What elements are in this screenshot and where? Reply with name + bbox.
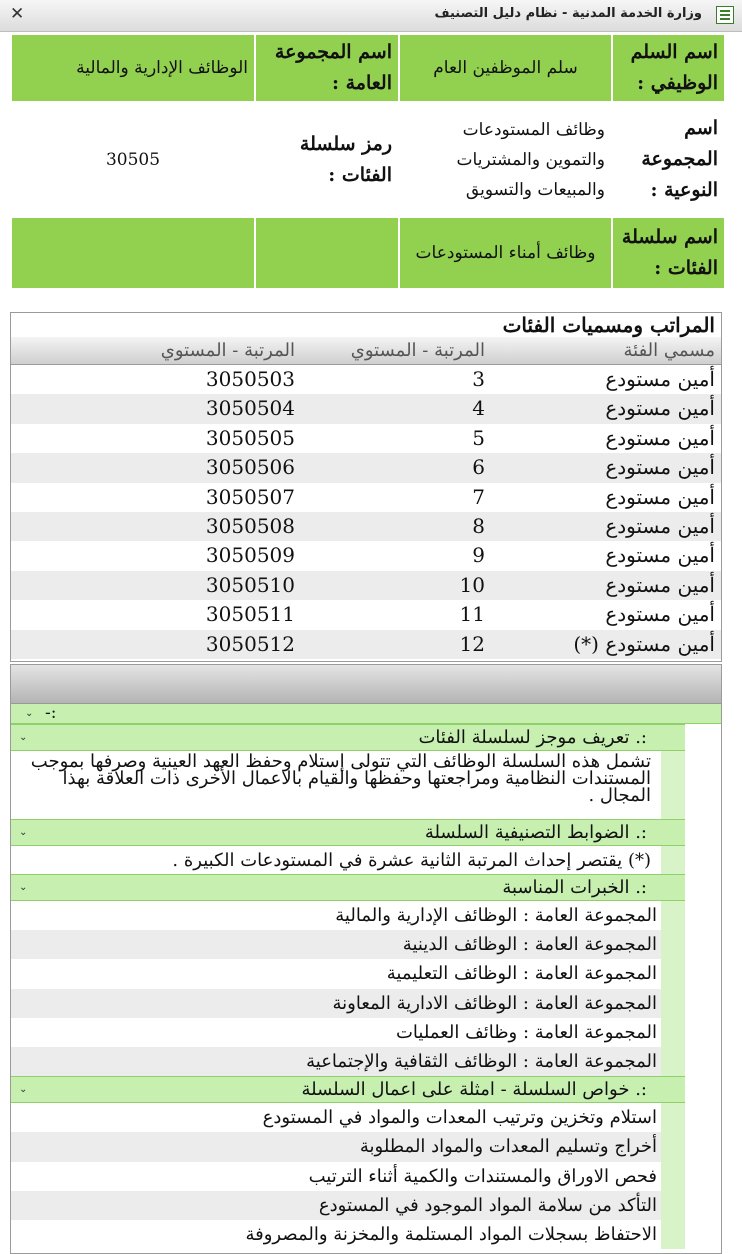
list-item[interactable]	[11, 1103, 685, 1132]
grade-code: 3050506	[205, 455, 295, 480]
gutter	[661, 1047, 685, 1076]
column-header-rank[interactable]: المرتبة - المستوي	[350, 340, 485, 361]
grade-name: أمين مستودع	[605, 484, 715, 509]
gutter	[661, 901, 685, 930]
list-item-text: المجموعة العامة : الوظائف الادارية المعاونة	[11, 989, 661, 1018]
grades-table	[10, 312, 722, 662]
section-experience-header[interactable]	[11, 874, 685, 901]
grade-name: أمين مستودع	[605, 543, 715, 568]
list-item[interactable]	[11, 1162, 685, 1191]
empty-cell	[255, 217, 399, 289]
list-item-text: فحص الاوراق والمستندات والكمية أثناء الترتيب	[308, 1165, 657, 1187]
grade-code: 3050508	[205, 513, 295, 538]
root-group-label: :-	[45, 703, 57, 723]
grade-rank: 8	[472, 513, 485, 538]
classification-header	[10, 33, 726, 290]
list-item[interactable]	[11, 1018, 685, 1047]
grade-rank: 10	[459, 572, 485, 597]
grade-rank: 6	[472, 455, 485, 480]
scale-label: اسم السلم الوظيفي :	[612, 34, 725, 102]
list-item[interactable]	[11, 1220, 685, 1249]
table-row[interactable]	[11, 453, 721, 482]
chevron-down-icon[interactable]: ⌄	[19, 1084, 28, 1096]
document-list-icon	[716, 6, 734, 24]
gutter	[661, 1220, 685, 1249]
gutter	[661, 751, 685, 819]
gutter	[661, 930, 685, 959]
series-code-value: 30505	[11, 102, 255, 217]
type-group-value: وظائف المستودعات والتموين والمشتريات والمبيعات والتسويق	[399, 102, 612, 217]
chevron-down-icon[interactable]: ⌄	[19, 827, 28, 838]
gutter	[661, 989, 685, 1018]
grade-code: 3050503	[205, 367, 295, 391]
series-name-value: وظائف أمناء المستودعات	[399, 217, 612, 289]
list-item-text: المجموعة العامة : الوظائف الثقافية والإجتماعية	[11, 1047, 661, 1076]
table-row[interactable]	[11, 571, 721, 600]
definition-text: تشمل هذه السلسلة الوظائف التي تتولى إستلام وحفظ العهد العينية وصرفها بموجب المستندات النظامية ومراجعتها وحفظها والقيام بالاعمال الأخرى ذات العلاقة بهذا المجال .	[30, 751, 651, 806]
gutter	[661, 1103, 685, 1132]
grade-code: 3050505	[205, 425, 295, 450]
grade-rank: 4	[472, 396, 485, 421]
grade-name: أمين مستودع	[605, 367, 715, 391]
section-title: :. خواص السلسلة - امثلة على اعمال السلسلة	[301, 1079, 647, 1101]
grade-name: أمين مستودع	[605, 572, 715, 597]
list-item-text: التأكد من سلامة المواد الموجود في المستودع	[11, 1191, 661, 1220]
type-group-label: اسم المجموعة النوعية :	[612, 102, 725, 217]
list-item-text: استلام وتخزين وترتيب المعدات والمواد في المستودع	[262, 1107, 657, 1129]
table-row[interactable]	[11, 365, 721, 394]
table-row[interactable]	[11, 512, 721, 541]
section-examples-header[interactable]	[11, 1076, 685, 1103]
grade-code: 3050504	[205, 396, 295, 421]
rules-body	[11, 846, 685, 874]
grade-code: 3050509	[205, 543, 295, 568]
list-item[interactable]	[11, 1132, 685, 1161]
section-title: :. الخبرات المناسبة	[502, 877, 647, 898]
column-header-code[interactable]: المرتبة - المستوي	[160, 340, 295, 361]
grade-name: أمين مستودع	[605, 602, 715, 627]
list-item-text: الاحتفاظ بسجلات المواد المستلمة والمخزنة والمصروفة	[245, 1223, 657, 1245]
series-code-label: رمز سلسلة الفئات :	[255, 102, 399, 217]
close-icon[interactable]: ✕	[10, 4, 25, 24]
gutter	[661, 1162, 685, 1191]
details-panel	[10, 664, 722, 1254]
list-item-text: المجموعة العامة : وظائف العمليات	[395, 1021, 657, 1043]
list-item[interactable]	[11, 1191, 685, 1220]
general-group-label: اسم المجموعة العامة :	[255, 34, 399, 102]
chevron-down-icon[interactable]: ⌄	[19, 882, 28, 893]
grade-rank: 5	[472, 425, 485, 450]
list-item-text: أخراج وتسليم المعدات والمواد المطلوبة	[11, 1132, 661, 1161]
section-title: :. تعريف موجز لسلسلة الفئات	[418, 727, 647, 748]
details-toolbar	[11, 665, 721, 704]
grade-rank: 12	[459, 631, 485, 656]
window-titlebar	[0, 0, 742, 32]
scale-value: سلم الموظفين العام	[399, 34, 612, 102]
grade-name: أمين مستودع (*)	[573, 631, 715, 656]
table-row[interactable]	[11, 483, 721, 512]
gutter	[661, 1018, 685, 1047]
grade-code: 3050507	[205, 484, 295, 509]
section-definition-header[interactable]	[11, 724, 685, 751]
series-name-label: اسم سلسلة الفئات :	[612, 217, 725, 289]
list-item[interactable]	[11, 989, 685, 1018]
list-item[interactable]	[11, 930, 685, 959]
grade-code: 3050510	[205, 572, 295, 597]
examples-list	[11, 1103, 685, 1249]
gutter	[661, 846, 685, 874]
table-row[interactable]	[11, 600, 721, 629]
list-item[interactable]	[11, 959, 685, 988]
chevron-down-icon[interactable]: ⌄	[25, 708, 34, 719]
table-row[interactable]	[11, 394, 721, 423]
grade-name: أمين مستودع	[605, 513, 715, 538]
experience-list	[11, 901, 685, 1076]
empty-cell	[11, 217, 255, 289]
grade-name: أمين مستودع	[605, 455, 715, 480]
grades-title: المراتب ومسميات الفئات	[502, 313, 715, 337]
table-row[interactable]	[11, 541, 721, 570]
section-title: :. الضوابط التصنيفية السلسلة	[424, 822, 647, 843]
list-item-text: المجموعة العامة : الوظائف التعليمية	[386, 963, 657, 985]
list-item-text: المجموعة العامة : الوظائف الدينية	[11, 930, 661, 959]
gutter	[661, 1132, 685, 1161]
grade-rank: 3	[472, 367, 485, 391]
gutter	[661, 1191, 685, 1220]
grade-rank: 7	[472, 484, 485, 509]
section-rules-header[interactable]	[11, 819, 685, 846]
grade-rank: 11	[459, 602, 485, 627]
grade-code: 3050511	[205, 602, 295, 627]
rules-text: (*) يقتصر إحداث المرتبة الثانية عشرة في المستودعات الكبيرة .	[172, 850, 651, 871]
chevron-down-icon[interactable]: ⌄	[19, 732, 28, 743]
column-header-name[interactable]: مسمي الفئة	[623, 340, 715, 361]
grade-rank: 9	[472, 543, 485, 568]
general-group-value: الوظائف الإدارية والمالية	[11, 34, 255, 102]
grade-code: 3050512	[205, 631, 295, 656]
list-item[interactable]	[11, 901, 685, 930]
list-item-text: المجموعة العامة : الوظائف الإدارية والمالية	[335, 905, 657, 926]
grade-name: أمين مستودع	[605, 396, 715, 421]
root-group-row[interactable]	[11, 704, 721, 724]
grade-name: أمين مستودع	[605, 425, 715, 450]
window-title: وزارة الخدمة المدنية - نظام دليل التصنيف	[434, 6, 702, 21]
table-row[interactable]	[11, 630, 721, 659]
table-row[interactable]	[11, 424, 721, 453]
grades-header-row	[11, 337, 721, 365]
list-item[interactable]	[11, 1047, 685, 1076]
gutter	[661, 959, 685, 988]
definition-body	[11, 751, 685, 819]
